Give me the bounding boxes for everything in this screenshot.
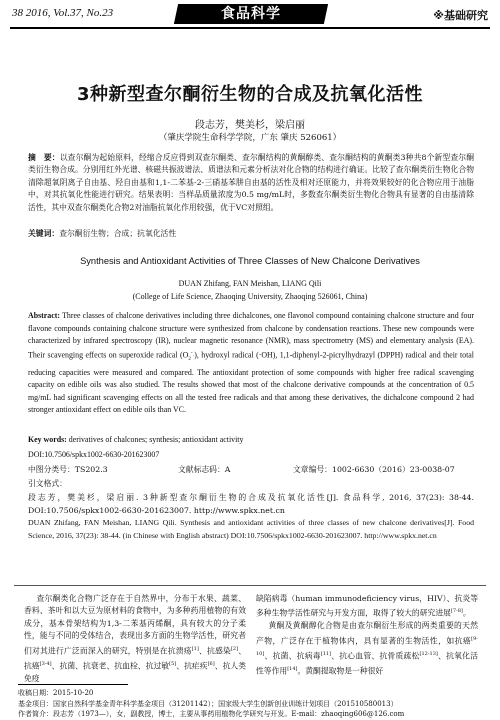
body-column-right (256, 593, 478, 678)
ref-2: [2] (230, 645, 239, 652)
citation-block (28, 492, 474, 542)
ref-10: [14] (287, 665, 298, 672)
body-left-tail-5: 、抗人类免疫 (24, 661, 247, 683)
section-divider (14, 585, 486, 586)
ref-7: [9-10] (256, 635, 478, 657)
body-right-text-4: 、抗心血管、抗骨质疏松 (331, 651, 420, 661)
chinese-keywords (28, 228, 474, 240)
body-column-left (24, 593, 246, 685)
article-authors: 段志芳，樊美杉，梁启丽 (195, 120, 305, 131)
doi: DOI:10.7506/spkx1002-6630-201623007 (28, 450, 160, 459)
classification-row (28, 464, 474, 476)
body-left-tail-3: 、抗菌、抗衰老、抗血栓、抗过敏 (51, 661, 170, 671)
received-date: 收稿日期：2015-10-20 (18, 689, 94, 697)
english-abstract-label: Abstract: (28, 311, 60, 320)
body-left-tail-2: 、抗癌 (24, 646, 247, 671)
body-right-paragraph-2 (256, 620, 478, 677)
chinese-keywords-text: 查尔酮衍生物；合成；抗氧化活性 (59, 229, 177, 238)
citation-english: DUAN Zhifang, FAN Meishan, LIANG Qili. Synthesis and antioxidant activities of three classes of new chalcone derivatives[J]. Food Science, 2016, 37(23): 38-44. (in Chinese with English abstract) DOI:10.7506/spkx1002-6630-201623007. http://www.spkx.net.cn (28, 518, 474, 540)
body-left-tail-1: 、抗感染 (198, 646, 231, 656)
english-abstract: Abstract: Three classes of chalcone derivatives including three dichalcones, one flavonol compound containing chalcone structure and four flavone compounds containing chalcone structure were synthesized from chalcone by condensation reactions. These new compounds were characterized by infrared spectroscopy (IR), nuclear magnetic resonance (NMR), mass spectrometry (MS) and elementary analysis (EA). Their scavenging effects on superoxide radical $(O_2^-\cdot)$, hydroxyl radical (·OH), 1,1-diphenyl-2-picrylhydrazyl (DPPH) radical and their total reducing capacities were measured and compared. The antioxidant protection of some compounds with higher free radical scavenging capacity on edible oils was also studied. The results showed that most of the chalcone derivative compounds at the concentration of 0.5 mg/mL had significant scavenging effects on all the tested free radicals and that among these derivatives, the dichalcone compound 2 had stronger antioxidant effect on edible oils than VC. (28, 311, 475, 415)
ref-1: [1] (191, 645, 199, 652)
footnote-rule (18, 684, 128, 685)
body-right-paragraph-1: 缺陷病毒（human immunodeficiency virus，HIV）、抗炎等多种生物学活性研究与开发方面，取得了较大的研究进展[7-8]。 (256, 594, 478, 618)
english-authors: DUAN Zhifang, FAN Meishan, LIANG Qili (178, 279, 322, 288)
english-keywords (28, 435, 474, 444)
ref-6: [7-8] (450, 608, 463, 615)
clc-number: 中图分类号：TS202.3 (28, 465, 108, 474)
english-keywords-label: Key words: (28, 435, 67, 444)
chinese-abstract-text: 以查尔酮为起始原料，经缩合反应得到双查尔酮类、查尔酮结构的黄酮醇类、查尔酮结构的黄酮类3种共8个新型查尔酮类衍生物合成。分别用红外光谱、核磁共振波谱法、质谱法和元素分析法对化合物的结构进行确证。比较了查尔酮类衍生物化合物清除超氧阴离子自由基、羟自由基和1,1-二苯基-2-三硝基苯肼自由基的活性及相对还原能力，并将效果较好的化合物应用于油脂中，对其抗氧化性能进行研究。结果表明：当样品质量浓度为0.5 mg/mL时，多数查尔酮类衍生物化合物具有显著的自由基清除活性，其中双查尔酮类化合物2对油脂抗氧化作用较强，优于VC对照组。 (28, 153, 475, 212)
article-affiliation: （肇庆学院生命科学学院，广东 肇庆 526061） (158, 133, 342, 143)
ref-4: [5] (169, 660, 177, 667)
funding-info: 基金项目：国家自然科学基金青年科学基金项目（31201142）；国家级大学生创新创业训练计划项目（201510580013） (18, 699, 398, 708)
chinese-keywords-label: 关键词： (28, 229, 60, 238)
english-abstract-text-1: Three classes of chalcone derivatives including three dichalcones, one flavonol compound containing chalcone structure and four flavone compounds containing chalcone structure were synthesized from chalcone by condensation reactions. These new compounds were characterized by infrared spectroscopy (IR), nuclear magnetic resonance (NMR), mass spectrometry (MS) and elementary analysis (EA). Their scavenging effects on superoxide radical (O (28, 311, 474, 360)
article-title: 3种新型查尔酮衍生物的合成及抗氧化活性 (76, 84, 424, 105)
body-right-text-3: 、抗菌、抗病毒 (264, 651, 321, 661)
body-left-tail-4: 、抗疟疾 (176, 661, 208, 671)
header-rule (10, 27, 490, 29)
body-left-text: 查尔酮类化合物广泛存在于自然界中，分布于水果、蔬菜、香料、茶叶和以大豆为原材料的食物中，为多种药用植物的有效成分，基本骨架结构为1,3-二苯基丙烯酮，具有较大的分子柔性，能与不同的受体结合，表现出多方面的生物学活性，研究者们对其进行广泛而深入的研究，特别是在抗溃疡 (24, 594, 246, 656)
english-title: Synthesis and Antioxidant Activities of Three Classes of New Chalcone Derivatives (80, 256, 420, 266)
body-right-text-6: 。黄酮提取物是一种很好 (297, 666, 384, 676)
ref-8: [11] (320, 650, 332, 657)
citation-chinese: 段志芳，樊美杉，梁启丽. 3种新型查尔酮衍生物的合成及抗氧化活性[J]. 食品科学, 2016, 37(23): 38-44. DOI:10.7506/spkx1002-6630-201623007. http://www.spkx.net.cn (28, 493, 474, 515)
page-volume-info: 38 2016, Vol.37, No.23 (12, 7, 114, 19)
section-label: ※基础研究 (433, 9, 488, 22)
chinese-abstract-label: 摘 要： (28, 153, 60, 162)
ref-9: [12-13] (419, 650, 438, 657)
document-code: 文献标志码：A (178, 465, 231, 474)
chinese-abstract (28, 152, 474, 214)
article-number: 文章编号：1002-6630（2016）23-0038-07 (293, 465, 455, 474)
english-affiliation: (College of Life Science, Zhaoqing University, Zhaoqing 526061, China) (132, 292, 368, 301)
journal-name (176, 4, 326, 24)
english-abstract-text-2: ), hydroxyl radical (·OH), 1,1-diphenyl-2-picrylhydrazyl (DPPH) radical and their total reducing capacities were measured and compared. The antioxidant protection of some compounds with higher free radical scavenging capacity on edible oils was also studied. The results showed that most of the chalcone derivative compounds at the concentration of 0.5 mg/mL had significant scavenging effects on all the tested free radicals and that among these derivatives, the dichalcone compound 2 had stronger antioxidant effect on edible oils than VC. (28, 350, 475, 415)
author-bio: 作者简介：段志芳（1973—），女，副教授，博士，主要从事药用植物化学研究与开发。E-mail：zhaoqing606@126.com (18, 710, 405, 719)
journal-header (0, 0, 500, 30)
body-right-text-1: 缺陷病毒（human immunodeficiency virus，HIV）、抗炎等多种生物学活性研究与开发方面，取得了较大的研究进展 (256, 594, 478, 618)
journal-name-text: 食品科学 (221, 6, 281, 22)
ref-5: [6] (207, 660, 215, 667)
footnotes (18, 688, 488, 720)
citation-label: 引文格式： (28, 479, 67, 488)
ref-3: [3-4] (39, 660, 52, 667)
english-keywords-text: derivatives of chalcones; synthesis; antioxidant activity (68, 435, 244, 444)
body-right-text-5: 、抗氧化活性等作用 (256, 651, 479, 676)
body-right-text-2: 黄酮及黄酮醇化合物是由查尔酮衍生形成的两类重要的天然产物，广泛存在于植物体内，具有显著的生物活性，如抗癌 (256, 621, 478, 646)
